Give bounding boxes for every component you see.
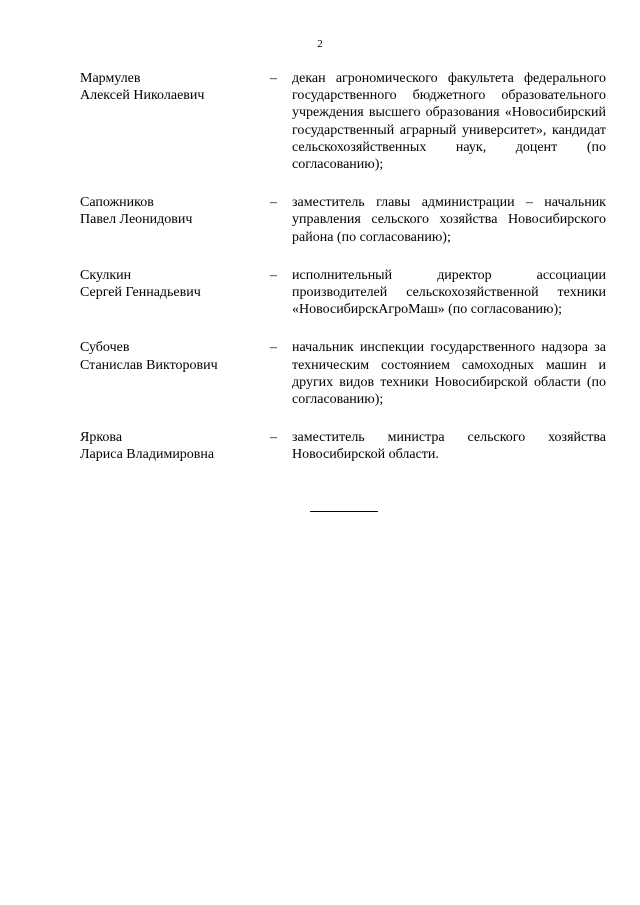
member-entry bbox=[80, 267, 606, 319]
member-name bbox=[80, 429, 270, 463]
member-position: начальник инспекции государственного надзора за техническим состоянием самоходных машин и других видов техники Новосибирской области (по согласованию); bbox=[292, 340, 606, 408]
member-given-names: Лариса Владимировна bbox=[80, 447, 215, 463]
member-surname: Субочев bbox=[80, 340, 130, 356]
end-of-list-rule bbox=[310, 511, 378, 512]
member-name bbox=[80, 267, 270, 301]
member-entry bbox=[80, 70, 606, 173]
member-entry bbox=[80, 339, 606, 408]
member-given-names: Сергей Геннадьевич bbox=[80, 285, 201, 301]
member-name bbox=[80, 194, 270, 228]
dash-separator: – bbox=[270, 195, 277, 211]
dash-separator: – bbox=[270, 430, 277, 446]
member-position: исполнительный директор ассоциации производителей сельскохозяйственной техники «НовосибирскАгроМаш» (по согласованию); bbox=[292, 267, 606, 318]
dash-separator: – bbox=[270, 71, 277, 86]
member-given-names: Павел Леонидович bbox=[80, 212, 193, 228]
member-position: заместитель министра сельского хозяйства Новосибирской области. bbox=[292, 430, 606, 463]
member-entry bbox=[80, 194, 606, 246]
members-list bbox=[80, 70, 606, 485]
page-number: 2 bbox=[317, 38, 323, 50]
member-given-names: Станислав Викторович bbox=[80, 357, 218, 373]
member-position: декан агрономического факультета федерального государственного бюджетного образовательного учреждения высшего образования «Новосибирский государственный аграрный университет», кандидат сельскохозяйственных наук, доцент (по согласованию); bbox=[292, 71, 606, 173]
member-surname: Скулкин bbox=[80, 267, 132, 283]
dash-separator: – bbox=[270, 340, 277, 356]
dash-separator: – bbox=[270, 267, 277, 283]
member-position: заместитель главы администрации – начальник управления сельского хозяйства Новосибирского района (по согласованию); bbox=[292, 195, 606, 245]
member-surname: Мармулев bbox=[80, 71, 141, 86]
member-surname: Яркова bbox=[80, 430, 123, 446]
member-name bbox=[80, 70, 270, 104]
member-entry bbox=[80, 429, 606, 463]
member-name bbox=[80, 339, 270, 373]
member-surname: Сапожников bbox=[80, 195, 154, 211]
member-given-names: Алексей Николаевич bbox=[80, 88, 205, 104]
